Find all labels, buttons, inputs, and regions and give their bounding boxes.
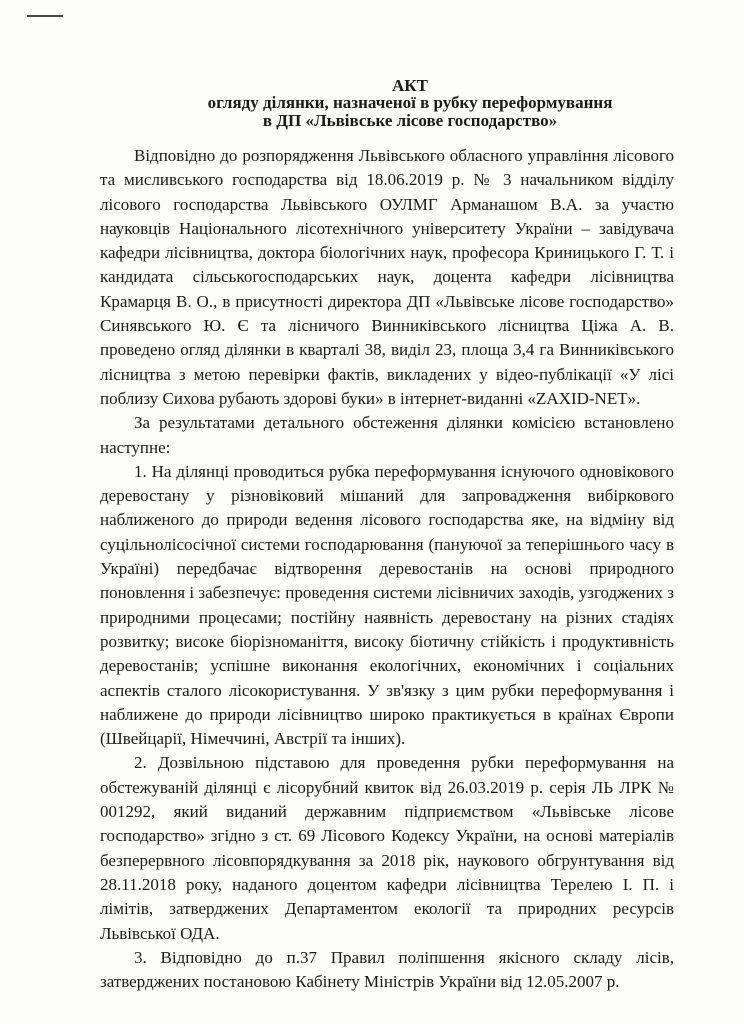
paragraph-item-3: 3. Відповідно до п.37 Правил поліпшення якісного складу лісів, затверджених постановою Кабінету Міністрів України від 12.05.2007 р. [100, 947, 674, 992]
paragraph-item-2: 2. Дозвільною підставою для проведення рубки переформування на обстежуваній ділянці є лісорубний квиток від 26.03.2019 р. серія ЛЬ ЛРК № 001292, який виданий державним підприємством «Львівське лісове господарство» згідно з ст. 69 Лісового Кодексу України, на основі матеріалів безперервного лісовпорядкування за 2018 рік, наукового обгрунтування від 28.11.2018 року, наданого доцентом кафедри лісівництва Терелею І. П. і лімітів, затверджених Департаментом екології та природних ресурсів Львівської ОДА. [100, 753, 674, 943]
paragraph-results: За результатами детального обстеження ділянки комісією встановлено наступне: [100, 413, 674, 457]
document-title: АКТ [392, 76, 428, 95]
document-body [100, 144, 674, 994]
paragraph-intro: Відповідно до розпорядження Львівського обласного управління лісового та мисливського господарства від 18.06.2019 р. № 3 начальником відділу лісового господарства Львівського ОУЛМГ Арманашом В.А. за участю науковців Національного лісотехнічного університету України – завідувача кафедри лісівництва, доктора біологічних наук, професора Криницького Г. Т. і кандидата сільськогосподарських наук, доцента кафедри лісівництва Крамарця В. О., в присутності директора ДП «Львівське лісове господарство» Синявського Ю. Є та лісничого Винниківського лісництва Ціжа А. В. проведено огляд ділянки в кварталі 38, виділ 23, площа 3,4 га Винниківського лісництва з метою перевірки фактів, викладених у відео-публікації «У лісі поблизу Сихова рубають здорові буки» в інтернет-виданні «ZAXID-NET». [100, 146, 674, 408]
scan-mark [27, 15, 63, 17]
document-subtitle-line-1: огляду ділянки, назначеної в рубку переформування [207, 93, 613, 112]
paragraph-item-1: 1. На ділянці проводиться рубка переформування існуючого одновікового деревостану у різновіковий мішаний для запровадження вибіркового наближеного до природи ведення лісового господарства яке, на відміну від суцільнолісосічної системи господарювання (пануючої за теперішнього часу в Україні) передбачає відтворення деревостанів на основі природного поновлення і забезпечує: проведення системи лісівничих заходів, узгоджених з природними процесами; постійну наявність деревостану на різних стадіях розвитку; високе біорізноманіття, високу біотичну стійкість і продуктивність деревостанів; успішне виконання екологічних, економічних і соціальних аспектів сталого лісокористування. У зв'язку з цим рубки переформування і наближене до природи лісівництво широко практикується в країнах Європи (Швейцарії, Німеччині, Австрії та інших). [100, 461, 674, 749]
document-subtitle-line-2: в ДП «Львівське лісове господарство» [262, 111, 558, 130]
